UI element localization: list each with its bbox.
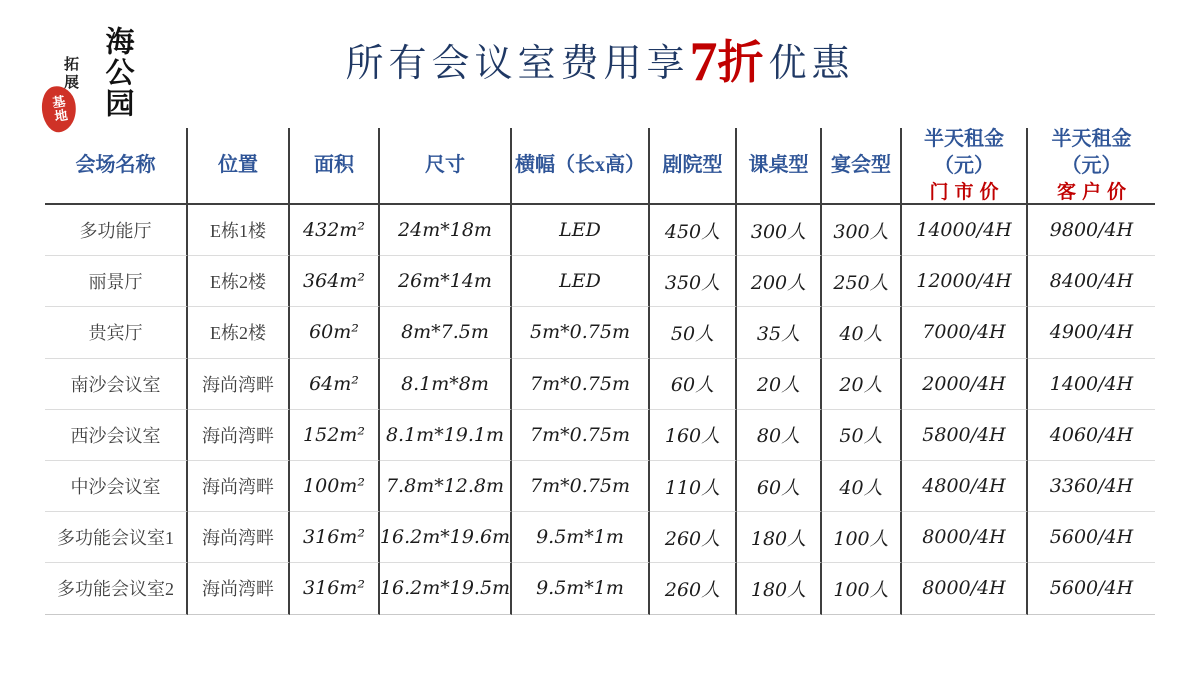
table-cell: 152m² [290,410,380,461]
table-cell: 7.8m*12.8m [380,461,512,512]
table-cell: LED [512,256,650,307]
header-cell [737,128,822,205]
table-cell: 12000/4H [902,256,1028,307]
table-cell: 海尚湾畔 [188,563,290,614]
table-cell: 160人 [650,410,737,461]
table-cell: 贵宾厅 [45,307,188,358]
logo-seal-text: 基地 [49,93,69,125]
header-label: 宴会型 [831,154,891,176]
header-cell [512,128,650,205]
title-discount-unit: 折 [717,37,769,88]
table-cell: 多功能会议室2 [45,563,188,614]
table-cell: 250人 [822,256,902,307]
table-cell: 3360/4H [1028,461,1155,512]
table-cell: 50人 [650,307,737,358]
table-cell: E栋2楼 [188,307,290,358]
table-cell: 364m² [290,256,380,307]
header-label: 会场名称 [75,154,156,176]
header-label: 横幅（长x高） [515,154,645,176]
logo-tagline: 拓展 [62,56,78,92]
table-cell: 南沙会议室 [45,359,188,410]
table-cell: 1400/4H [1028,359,1155,410]
page-title [0,26,1200,94]
table-cell: 260人 [650,563,737,614]
table-cell: 5m*0.75m [512,307,650,358]
table-cell: 4060/4H [1028,410,1155,461]
header-cell [380,128,512,205]
table-cell: 200人 [737,256,822,307]
table-cell: 海尚湾畔 [188,512,290,563]
header-cell [188,128,290,205]
table-cell: 西沙会议室 [45,410,188,461]
table-cell: 24m*18m [380,205,512,256]
table-cell: 9.5m*1m [512,512,650,563]
header-label: 位置 [218,154,258,176]
table-cell: 35人 [737,307,822,358]
table-cell: 450人 [650,205,737,256]
table-cell: E栋1楼 [188,205,290,256]
logo-name: 海公园 [101,26,134,119]
table-cell: 300人 [822,205,902,256]
table-cell: 7m*0.75m [512,359,650,410]
table-cell: 7m*0.75m [512,410,650,461]
title-discount-number: 7 [689,31,718,93]
table-cell: 9.5m*1m [512,563,650,614]
table-cell: 316m² [290,563,380,614]
table-cell: 5800/4H [902,410,1028,461]
table-cell: 432m² [290,205,380,256]
table-cell: 100m² [290,461,380,512]
table-cell: 2000/4H [902,359,1028,410]
table-cell: 350人 [650,256,737,307]
header-cell [290,128,380,205]
header-sublabel: 客户价 [1056,181,1132,203]
table-cell: 14000/4H [902,205,1028,256]
table-cell: 60m² [290,307,380,358]
table-cell: 40人 [822,461,902,512]
header-label: 半天租金（元） [924,127,1004,177]
header-label: 尺寸 [425,154,465,176]
table-cell: 50人 [822,410,902,461]
table-cell: 9800/4H [1028,205,1155,256]
table-cell: 100人 [822,563,902,614]
header-label: 课桌型 [748,154,809,176]
header-cell [45,128,188,205]
table-cell: 5600/4H [1028,512,1155,563]
table-cell: 5600/4H [1028,563,1155,614]
table-cell: 海尚湾畔 [188,461,290,512]
table-cell: 丽景厅 [45,256,188,307]
table-cell: 16.2m*19.5m [380,563,512,614]
table-cell: 260人 [650,512,737,563]
header-label: 面积 [314,154,354,176]
table-cell: 8.1m*8m [380,359,512,410]
header-label: 剧院型 [662,154,723,176]
table-cell: LED [512,205,650,256]
table-cell: 20人 [822,359,902,410]
table-cell: 180人 [737,563,822,614]
table-cell: 40人 [822,307,902,358]
table-cell: 海尚湾畔 [188,359,290,410]
table-cell: 26m*14m [380,256,512,307]
table-cell: 中沙会议室 [45,461,188,512]
header-sublabel: 门市价 [929,181,1005,203]
header-cell [822,128,902,205]
table-cell: 100人 [822,512,902,563]
table-cell: 316m² [290,512,380,563]
table-cell: 4800/4H [902,461,1028,512]
table-cell: 16.2m*19.6m [380,512,512,563]
table-cell: 300人 [737,205,822,256]
table-cell: 4900/4H [1028,307,1155,358]
header-cell [650,128,737,205]
table-cell: 60人 [650,359,737,410]
header-label: 半天租金（元） [1051,127,1132,177]
table-cell: 20人 [737,359,822,410]
table-cell: 8400/4H [1028,256,1155,307]
table-cell: 7000/4H [902,307,1028,358]
table-cell: 80人 [737,410,822,461]
table-cell: 8m*7.5m [380,307,512,358]
table-cell: 60人 [737,461,822,512]
table-cell: 7m*0.75m [512,461,650,512]
table-cell: 多功能厅 [45,205,188,256]
table-cell: 8000/4H [902,563,1028,614]
table-cell: 8000/4H [902,512,1028,563]
table-cell: 64m² [290,359,380,410]
table-cell: 8.1m*19.1m [380,410,512,461]
table-cell: 海尚湾畔 [188,410,290,461]
table-cell: 多功能会议室1 [45,512,188,563]
table-cell: E栋2楼 [188,256,290,307]
title-suffix: 优惠 [768,43,855,85]
table-cell: 180人 [737,512,822,563]
table-cell: 110人 [650,461,737,512]
pricing-table [45,128,1155,615]
header-cell [902,128,1028,205]
title-prefix: 所有会议室费用享 [345,43,690,85]
header-cell [1028,128,1155,205]
